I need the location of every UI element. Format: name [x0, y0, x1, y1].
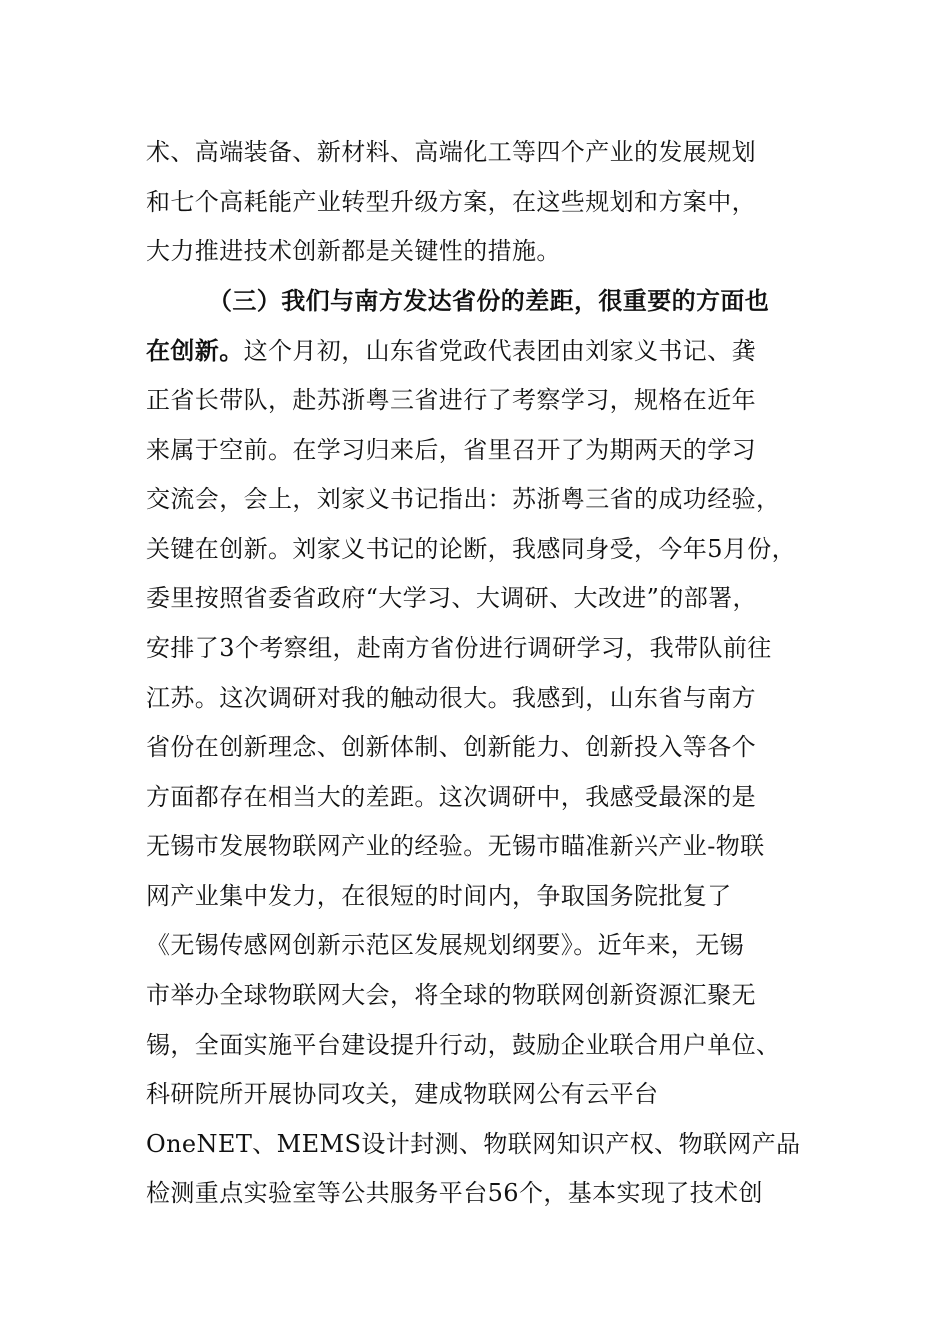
text-line: 锡，全面实施平台建设提升行动，鼓励企业联合用户单位、 — [146, 1031, 781, 1059]
text-line: 交流会，会上，刘家义书记指出：苏浙粤三省的成功经验， — [146, 485, 781, 513]
text-line: 委里按照省委省政府“大学习、大调研、大改进”的部署， — [146, 584, 757, 612]
text-line: 科研院所开展协同攻关，建成物联网公有云平台 — [146, 1080, 659, 1108]
text-line: 江苏。这次调研对我的触动很大。我感到，山东省与南方 — [146, 684, 756, 712]
text-line: OneNET、MEMS设计封测、物联网知识产权、物联网产品 — [146, 1130, 801, 1158]
text-line-rest: 这个月初，山东省党政代表团由刘家义书记、龚 — [243, 337, 757, 365]
text-line: 方面都存在相当大的差距。这次调研中，我感受最深的是 — [146, 783, 756, 811]
text-line: 检测重点实验室等公共服务平台56个，基本实现了技术创 — [146, 1179, 763, 1207]
text-line: 正省长带队，赴苏浙粤三省进行了考察学习，规格在近年 — [146, 386, 756, 414]
section-heading: （三）我们与南方发达省份的差距，很重要的方面也 — [208, 286, 770, 315]
text-line: 术、高端装备、新材料、高端化工等四个产业的发展规划 — [146, 138, 756, 166]
text-line: 市举办全球物联网大会，将全球的物联网创新资源汇聚无 — [146, 981, 756, 1009]
text-line — [146, 336, 756, 366]
text-line: 省份在创新理念、创新体制、创新能力、创新投入等各个 — [146, 733, 756, 761]
text-line: 网产业集中发力，在很短的时间内，争取国务院批复了 — [146, 882, 732, 910]
text-line: 安排了3个考察组，赴南方省份进行调研学习，我带队前往 — [146, 634, 772, 662]
text-line: 来属于空前。在学习归来后，省里召开了为期两天的学习 — [146, 436, 756, 464]
text-line: 大力推进技术创新都是关键性的措施。 — [146, 237, 561, 265]
text-line: 《无锡传感网创新示范区发展规划纲要》。近年来，无锡 — [146, 931, 744, 959]
text-line: 和七个高耗能产业转型升级方案，在这些规划和方案中， — [146, 188, 756, 216]
text-line: 关键在创新。刘家义书记的论断，我感同身受，今年5月份， — [146, 535, 797, 563]
section-heading-end: 在创新。 — [146, 336, 244, 365]
text-line: 无锡市发展物联网产业的经验。无锡市瞄准新兴产业-物联 — [146, 832, 765, 860]
